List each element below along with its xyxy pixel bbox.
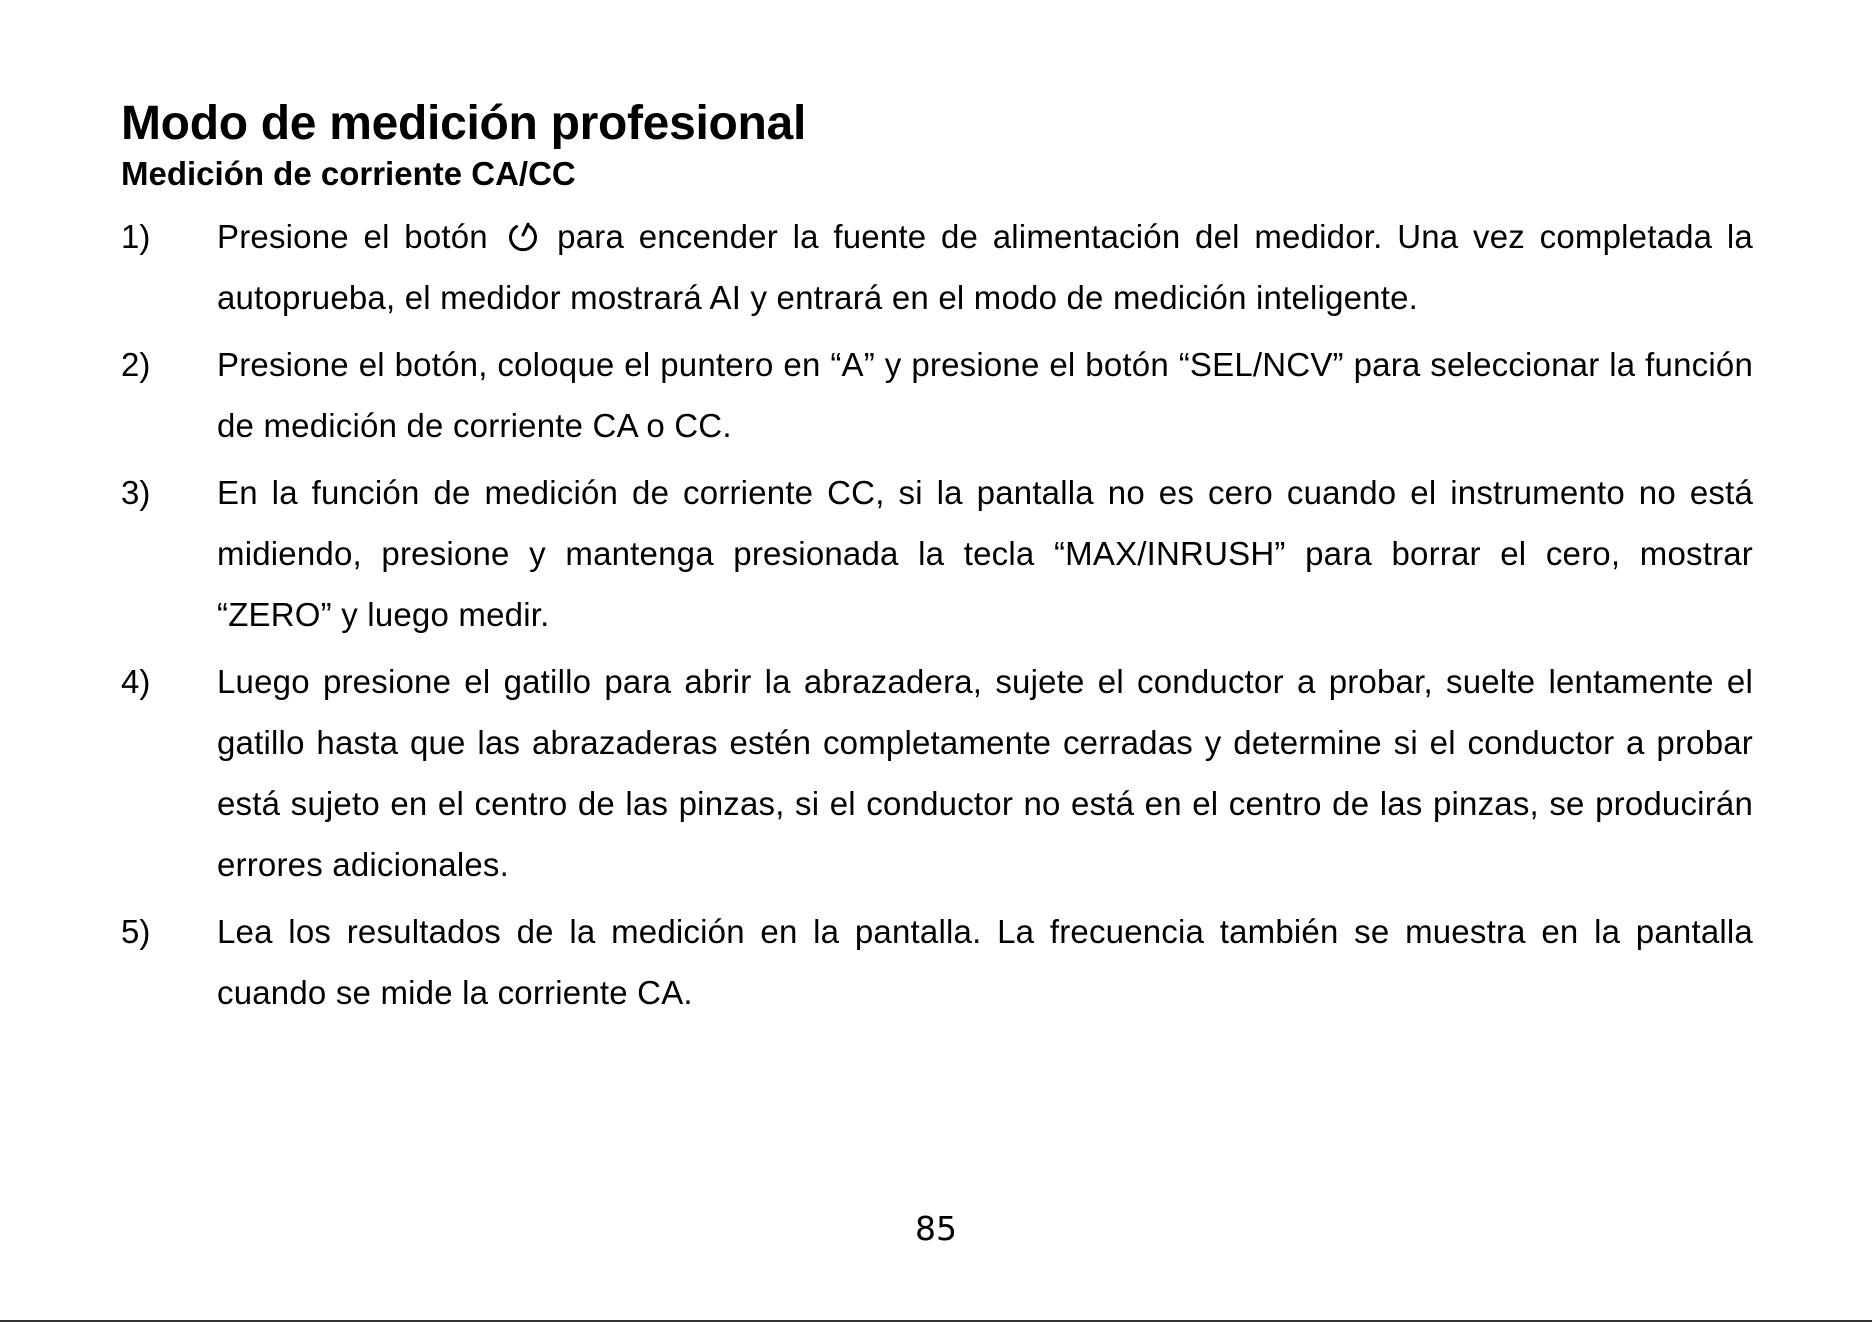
step-number: 5) [121,913,151,950]
step-number: 2) [121,346,151,383]
bottom-divider [0,1320,1872,1322]
power-icon [505,212,541,248]
list-item-step-2 [121,334,1753,456]
page-title: Modo de medición profesional [121,97,806,150]
step-number: 4) [121,663,151,700]
list-item-step-4 [121,651,1753,895]
step-text: En la función de medición de corriente CC, si la pantalla no es cero cuando el instrumento no está midiendo, presione y mantenga presionada la tecla “MAX/INRUSH” para borrar el cero, mostrar “ZERO” y luego medir. [217,474,1753,633]
step-text: Lea los resultados de la medición en la pantalla. La frecuencia también se muestra en la pantalla cuando se mide la corriente CA. [217,913,1753,1011]
step-number: 1) [121,218,151,255]
step-number: 3) [121,474,151,511]
list-item-step-3 [121,462,1753,645]
step-text [217,206,1753,328]
list-item-step-5 [121,901,1753,1023]
step-text-before-icon: Presione el botón [217,218,503,255]
page-number: 85 [915,1209,957,1248]
document-page [121,96,1753,1029]
steps-list [121,206,1753,1023]
step-text: Presione el botón, coloque el puntero en “A” y presione el botón “SEL/NCV” para seleccionar la función de medición de corriente CA o CC. [217,346,1753,444]
step-text: Luego presione el gatillo para abrir la abrazadera, sujete el conductor a probar, suelte lentamente el gatillo hasta que las abrazaderas estén completamente cerradas y determine si el conductor a probar está sujeto en el centro de las pinzas, si el conductor no está en el centro de las pinzas, se producirán errores adicionales. [217,663,1753,883]
section-subtitle: Medición de corriente CA/CC [121,155,576,192]
list-item-step-1 [121,206,1753,328]
step-text-after-icon: para encender la fuente de alimentación del medidor. Una vez completada la autoprueba, el medidor mostrará AI y entrará en el modo de medición inteligente. [217,218,1753,316]
